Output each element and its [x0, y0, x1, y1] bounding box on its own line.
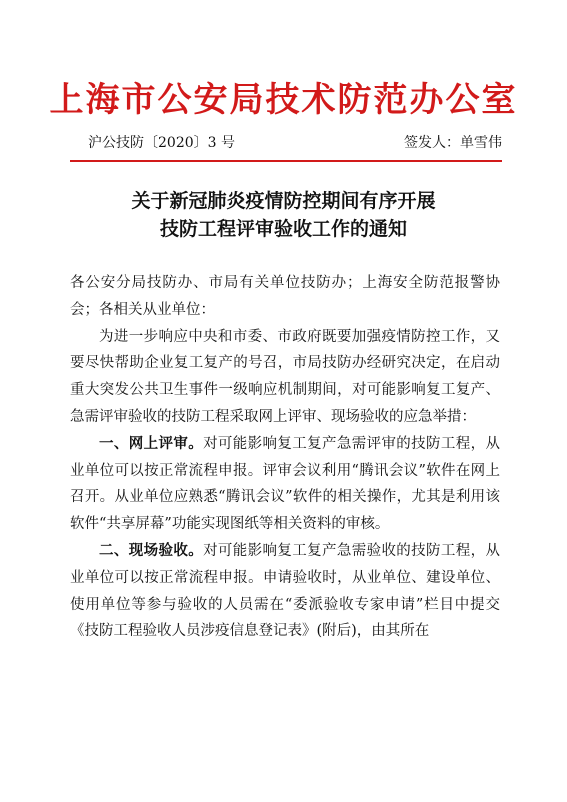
- issuing-organization-title: 上海市公安局技术防范办公室: [49, 80, 518, 120]
- signer: 签发人：单雪伟: [404, 135, 502, 151]
- intro-paragraph: 为进一步响应中央和市委、市政府既要加强疫情防控工作，又要尽快帮助企业复工复产的号召，市局技防办经研究决定，在启动重大突发公共卫生事件一级响应机制期间，对可能影响复工复产、急需评审验收的技防工程采取网上评审、现场验收的应急举措：: [70, 328, 500, 425]
- section-2-paragraph: [70, 538, 500, 645]
- section-1-paragraph: [70, 431, 500, 538]
- document-meta-row: [88, 133, 502, 153]
- section-1-text: 对可能影响复工复产急需评审的技防工程，从业单位可以按正常流程申报。评审会议利用“腾讯会议”软件在网上召开。从业单位应熟悉“腾讯会议”软件的相关操作，尤其是利用该软件“共享屏幕”功能实现图纸等相关资料的审核。: [70, 435, 501, 533]
- notice-title-line-2: 技防工程评审验收工作的通知: [159, 218, 407, 240]
- notice-title: [0, 187, 567, 243]
- document-body: [70, 270, 500, 645]
- red-separator-line: [70, 160, 502, 162]
- section-2-text: 对可能影响复工复产急需验收的技防工程，从业单位可以按正常流程申报。申请验收时，从业单位、建设单位、使用单位等参与验收的人员需在“委派验收专家申请”栏目中提交《技防工程验收人员涉疫信息登记表》(附后)，由其所在: [70, 542, 501, 640]
- section-2-heading: 二、现场验收。: [99, 541, 204, 559]
- notice-title-line-1: 关于新冠肺炎疫情防控期间有序开展: [131, 190, 436, 212]
- document-number: 沪公技防〔2020〕3 号: [88, 135, 235, 151]
- section-1-heading: 一、网上评审。: [99, 434, 204, 452]
- addressees: 各公安分局技防办、市局有关单位技防办；上海安全防范报警协会；各相关从业单位：: [70, 275, 500, 318]
